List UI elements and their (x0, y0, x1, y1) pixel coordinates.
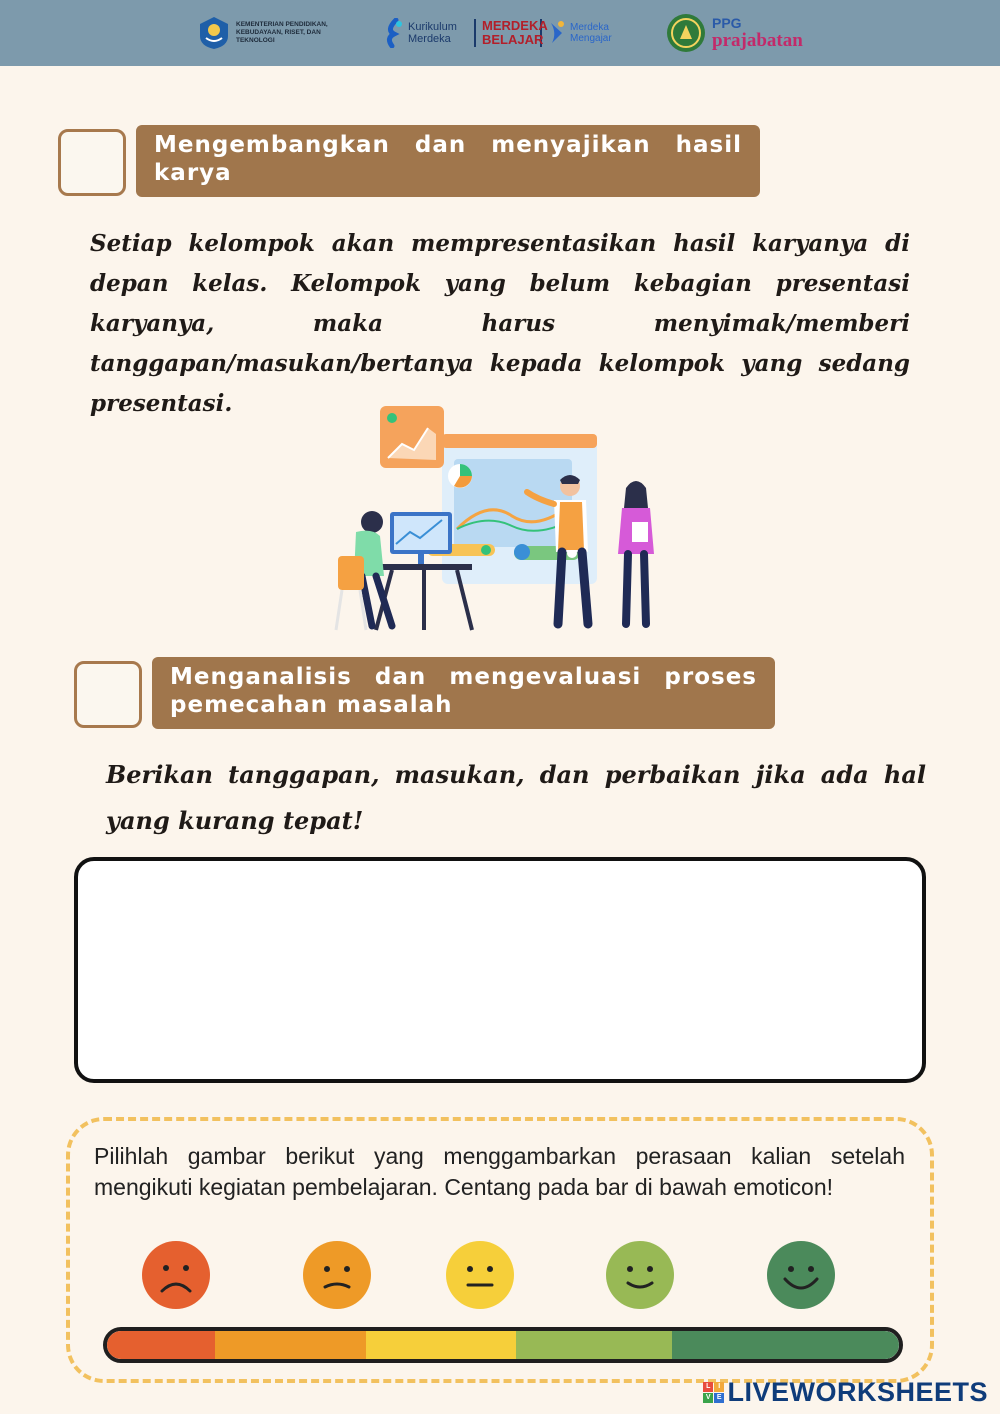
bar-segment-slightly-happy[interactable] (516, 1331, 692, 1359)
ppg-prajabatan-logo (666, 10, 803, 56)
ppg-label: PPG (712, 14, 742, 31)
logo-letter-e: E (714, 1393, 724, 1403)
bar-segment-happy[interactable] (672, 1331, 899, 1359)
bar-segment-slightly-sad[interactable] (215, 1331, 386, 1359)
logo-letter-i: I (714, 1382, 724, 1392)
neutral-face-icon[interactable] (446, 1241, 514, 1309)
prajabatan-label: prajabatan (712, 29, 803, 51)
liveworksheets-logo-icon (703, 1382, 724, 1403)
section1-title: Mengembangkan dan menyajikan hasil karya (136, 125, 760, 197)
section2-checkbox[interactable] (74, 661, 142, 728)
tut-wuri-emblem-icon (198, 16, 230, 50)
section2-instruction: Berikan tanggapan, masukan, dan perbaikan jika ada hal yang kurang tepat! (106, 760, 926, 835)
university-seal-icon (666, 13, 706, 53)
answer-textbox[interactable] (74, 857, 926, 1083)
merdeka-mengajar-icon (548, 19, 566, 47)
presentation-illustration (332, 404, 672, 634)
feeling-bar (103, 1327, 903, 1363)
liveworksheets-watermark (703, 1377, 988, 1408)
happy-face-icon[interactable] (767, 1241, 835, 1309)
logo-letter-v: V (703, 1393, 713, 1403)
section1-checkbox[interactable] (58, 129, 126, 196)
header-bar (0, 0, 1000, 66)
merdeka-belajar-label (474, 18, 548, 47)
ppg-text-group (712, 16, 803, 51)
sad-face-icon[interactable] (142, 1241, 210, 1309)
bar-segment-neutral[interactable] (366, 1331, 536, 1359)
slightly-sad-face-icon[interactable] (303, 1241, 371, 1309)
feeling-prompt: Pilihlah gambar berikut yang menggambarkan perasaan kalian setelah mengikuti kegiatan pembelajaran. Centang pada bar di bawah emoticon! (94, 1143, 905, 1200)
kurikulum-label: Kurikulum Merdeka (408, 21, 457, 45)
kemdikbud-text: KEMENTERIAN PENDIDIKAN, KEBUDAYAAN, RISET, DAN TEKNOLOGI (236, 21, 328, 44)
slightly-happy-face-icon[interactable] (606, 1241, 674, 1309)
kemdikbud-logo (198, 10, 346, 56)
merdeka-belajar-text: MERDEKA BELAJAR (482, 18, 548, 47)
kurikulum-merdeka-logo (384, 10, 622, 56)
kurikulum-merdeka-icon (384, 18, 404, 48)
section2-title: Menganalisis dan mengevaluasi proses pemecahan masalah (152, 657, 775, 729)
liveworksheets-text: LIVEWORKSHEETS (727, 1377, 988, 1407)
section1-body: Setiap kelompok akan mempresentasikan hasil karyanya di depan kelas. Kelompok yang belum kebagian presentasi karyanya, maka harus menyimak/memberi tanggapan/masukan/bertanya kepada kelompok yang sedang presentasi. (90, 230, 910, 417)
merdeka-mengajar-label: Merdeka Mengajar (570, 22, 612, 44)
logo-letter-l: L (703, 1382, 713, 1392)
